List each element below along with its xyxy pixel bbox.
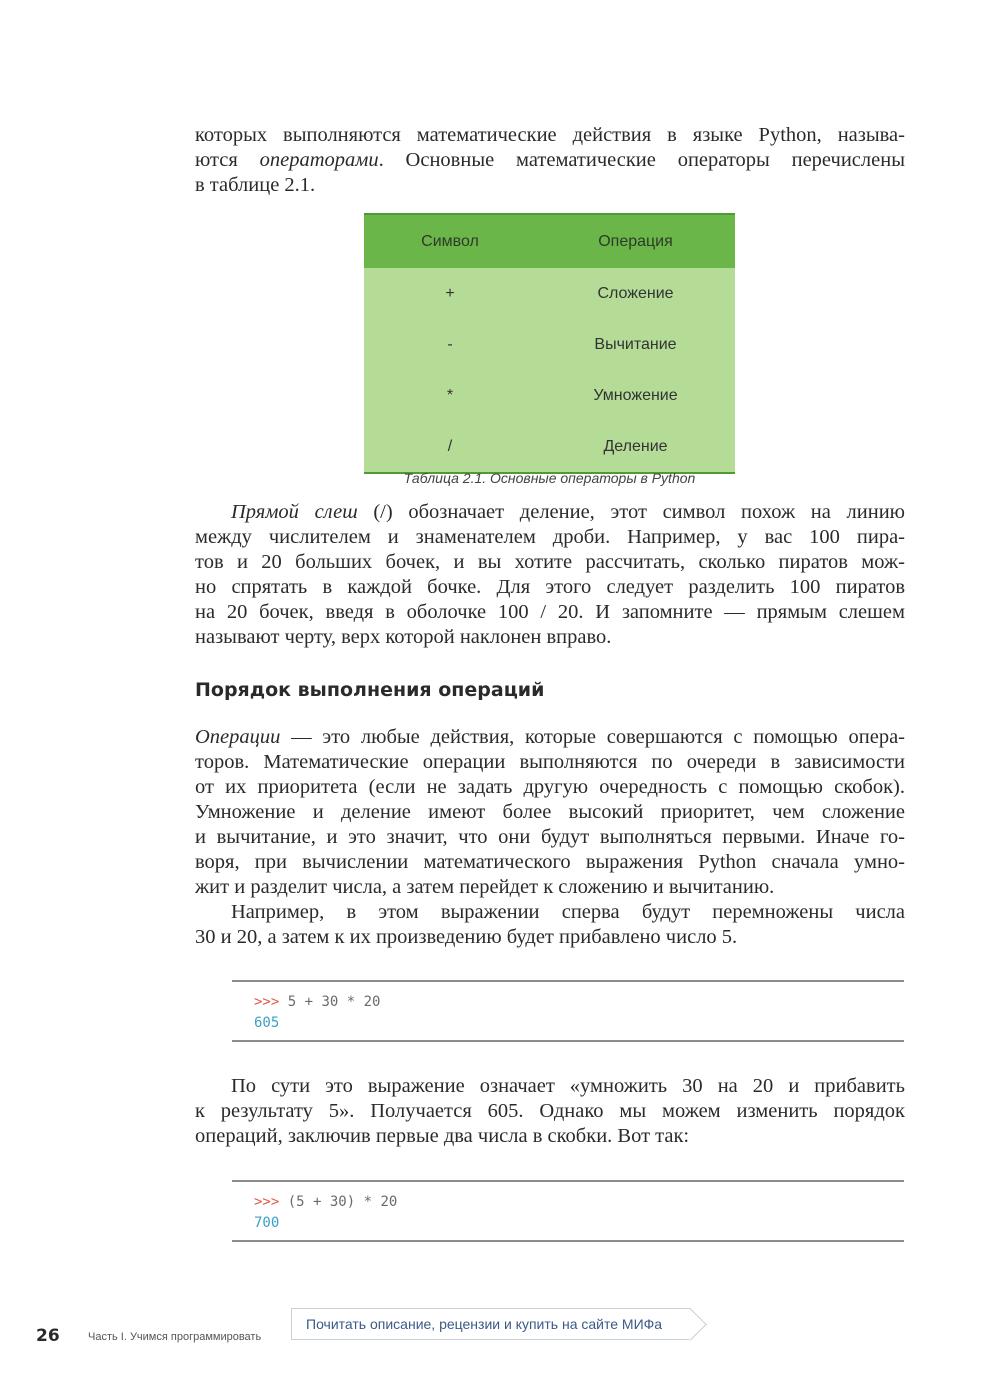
table-row [364, 370, 735, 421]
ops-line: торов. Математические операции выполняются по очереди в зависимости [195, 751, 905, 773]
example-paragraph [195, 900, 905, 950]
ops-line-1 [195, 725, 905, 750]
shell-prompt: >>> [254, 1194, 280, 1210]
table-row [364, 421, 735, 473]
table-row [364, 319, 735, 370]
shop-link-button[interactable]: Почитать описание, рецензии и купить на сайте МИФа [291, 1308, 691, 1340]
code-line [254, 994, 380, 1010]
result-line: к результату 5». Получается 605. Однако мы можем изменить порядок [195, 1100, 905, 1122]
intro-line-3: в таблице 2.1. [195, 174, 316, 196]
example-line: 30 и 20, а затем к их произведению будет прибавлено число 5. [195, 926, 738, 948]
symbol-cell: * [364, 370, 536, 421]
symbol-cell: + [364, 268, 536, 319]
term-operators: операторами [259, 149, 379, 171]
symbol-cell: - [364, 319, 536, 370]
table-caption: Таблица 2.1. Основные операторы в Python [403, 470, 696, 486]
operators-table [364, 213, 735, 474]
ops-line: от их приоритета (если не задать другую очередность с помощью скобок). [195, 776, 905, 798]
page-number: 26 [36, 1326, 60, 1346]
code-block-1 [232, 980, 904, 1042]
slash-line-1 [195, 500, 905, 525]
code-output: 605 [254, 1015, 280, 1031]
ops-line: Умножение и деление имеют более высокий приоритет, чем сложение [195, 801, 905, 823]
running-footer: Часть I. Учимся программировать [88, 1331, 262, 1343]
intro-line-2 [195, 148, 905, 173]
header-operation: Операция [536, 214, 735, 268]
code-output: 700 [254, 1215, 280, 1231]
operation-cell: Сложение [536, 268, 735, 319]
intro-line-2-rest: . Основные математические операторы перечислены [378, 149, 905, 171]
result-line: По сути это выражение означает «умножить 30 на 20 и прибавить [231, 1075, 905, 1097]
section-heading: Порядок выполнения операций [195, 679, 545, 701]
code-block-2 [232, 1180, 904, 1242]
result-paragraph [195, 1074, 905, 1149]
table-header-row [364, 214, 735, 268]
ops-line: жит и разделит числа, а затем перейдет к сложению и вычитанию. [195, 876, 775, 898]
term-forward-slash: Прямой слеш [231, 501, 358, 523]
intro-line-1: которых выполняются математические действия в языке Python, называ- [195, 124, 905, 146]
ops-line-1-rest: — это любые действия, которые совершаются с помощью опера- [280, 726, 905, 748]
slash-paragraph [195, 500, 905, 650]
ops-line: воря, при вычислении математического выражения Python сначала умно- [195, 851, 905, 873]
slash-line-1-rest: (/) обозначает деление, этот символ похож на линию [357, 501, 905, 523]
operations-paragraph [195, 725, 905, 900]
slash-line: называют черту, верх которой наклонен вправо. [195, 626, 612, 648]
slash-line: на 20 бочек, введя в оболочке 100 / 20. И запомните — прямым слешем [195, 601, 905, 623]
operation-cell: Умножение [536, 370, 735, 421]
operation-cell: Вычитание [536, 319, 735, 370]
header-symbol: Символ [364, 214, 536, 268]
result-line: операций, заключив первые два числа в скобки. Вот так: [195, 1125, 690, 1147]
ops-line: и вычитание, и это значит, что они будут выполняться первыми. Иначе го- [195, 826, 905, 848]
slash-line: но спрятать в каждой бочке. Для этого следует разделить 100 пиратов [195, 576, 905, 598]
slash-line: между числителем и знаменателем дроби. Например, у вас 100 пира- [195, 526, 905, 548]
slash-line: тов и 20 больших бочек, и вы хотите рассчитать, сколько пиратов мож- [195, 551, 905, 573]
symbol-cell: / [364, 421, 536, 473]
code-expression: (5 + 30) * 20 [279, 1194, 398, 1210]
code-expression: 5 + 30 * 20 [279, 994, 381, 1010]
code-line [254, 1194, 397, 1210]
term-operations: Операции [195, 726, 281, 748]
intro-paragraph [195, 123, 905, 198]
shell-prompt: >>> [254, 994, 280, 1010]
operation-cell: Деление [536, 421, 735, 473]
table-row [364, 268, 735, 319]
intro-line-2-start: ются [195, 149, 260, 171]
example-line: Например, в этом выражении сперва будут перемножены числа [231, 901, 905, 923]
